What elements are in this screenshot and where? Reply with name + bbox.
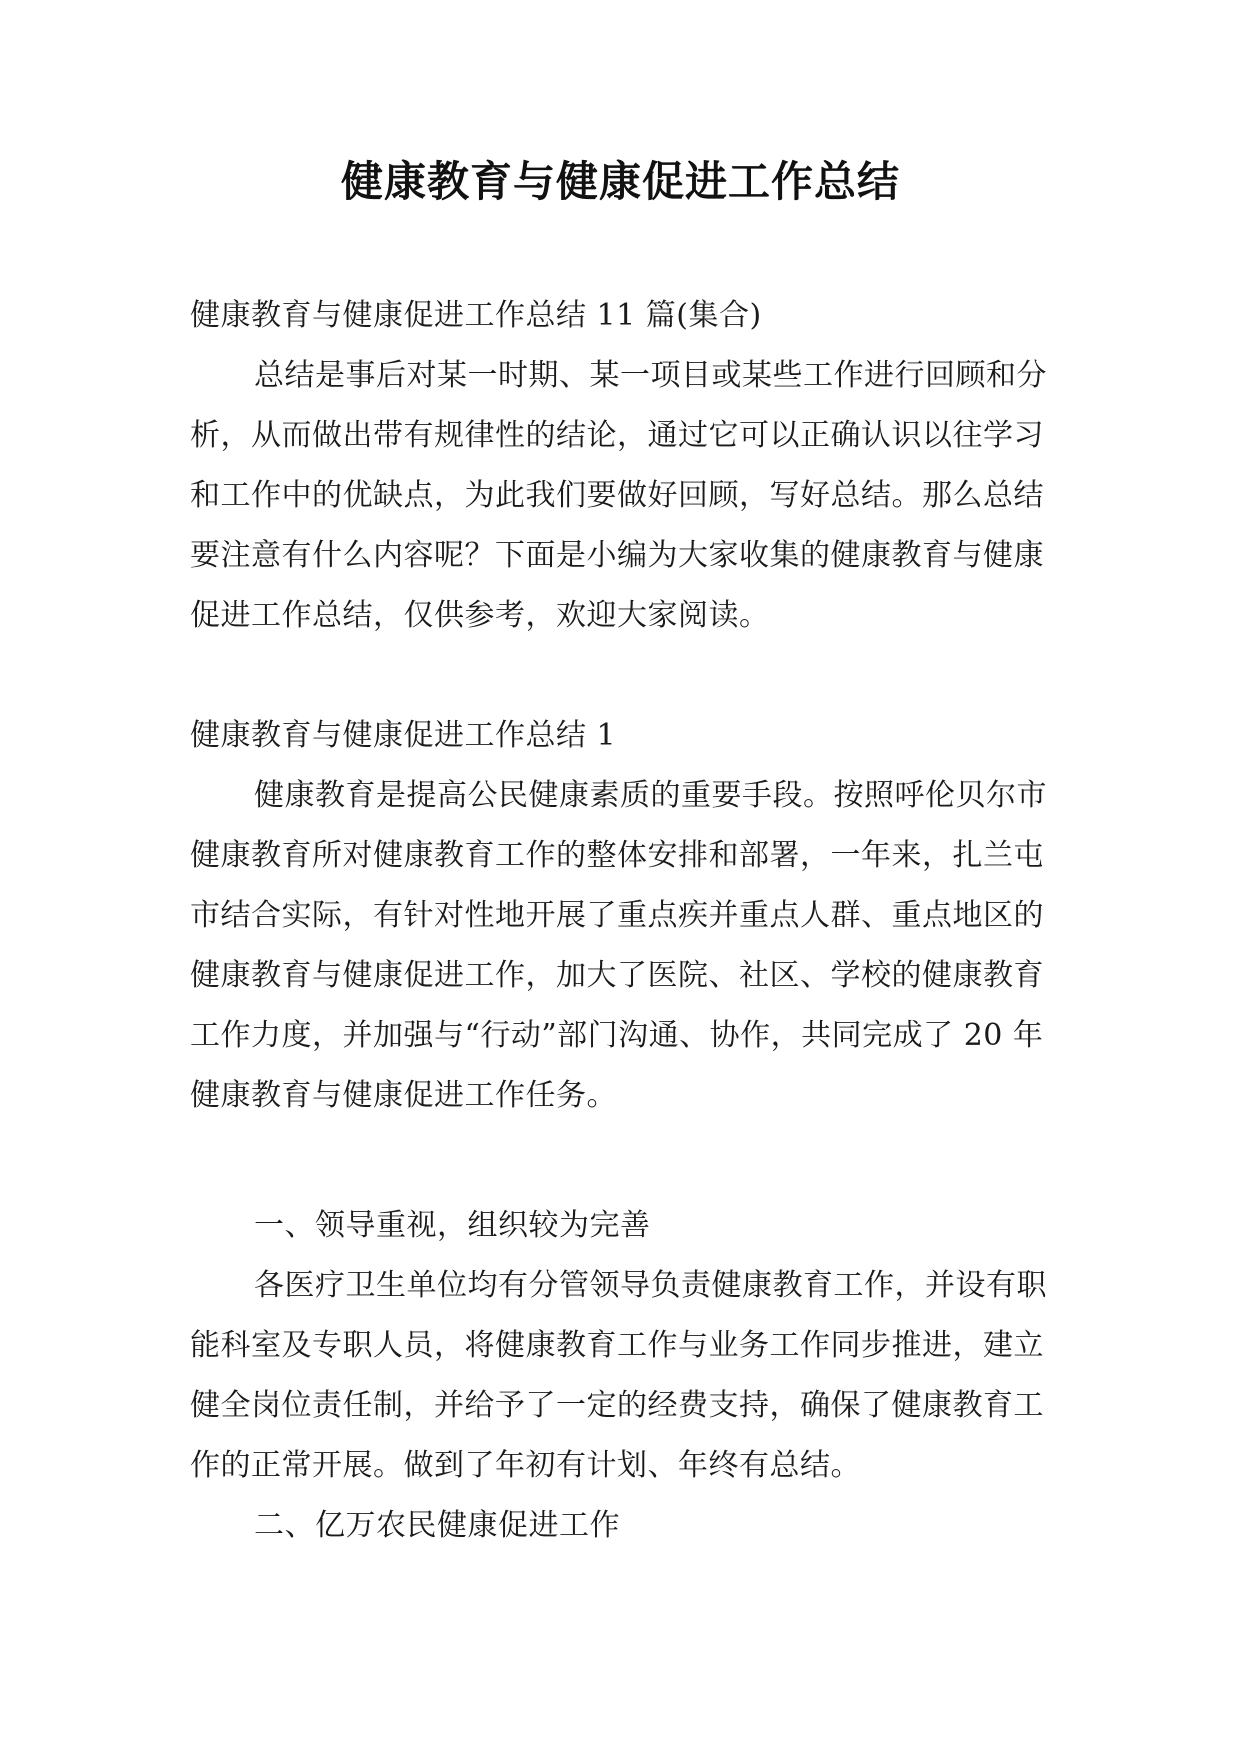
document-body xyxy=(190,286,1054,1556)
document-title: 健康教育与健康促进工作总结 xyxy=(340,157,900,206)
document-subtitle: 健康教育与健康促进工作总结 11 篇(集合) xyxy=(190,298,762,333)
point-heading: 一、领导重视，组织较为完善 xyxy=(254,1208,651,1243)
point-heading: 二、亿万农民健康促进工作 xyxy=(254,1508,620,1543)
section-heading: 健康教育与健康促进工作总结 1 xyxy=(190,718,617,753)
point-paragraph: 各医疗卫生单位均有分管领导负责健康教育工作，并设有职能科室及专职人员，将健康教育工作与业务工作同步推进，建立健全岗位责任制，并给予了一定的经费支持，确保了健康教育工作的正常开展。做到了年初有计划、年终有总结。 xyxy=(190,1268,1047,1483)
intro-paragraph: 总结是事后对某一时期、某一项目或某些工作进行回顾和分析，从而做出带有规律性的结论，通过它可以正确认识以往学习和工作中的优缺点，为此我们要做好回顾，写好总结。那么总结要注意有什么内容呢？下面是小编为大家收集的健康教育与健康促进工作总结，仅供参考，欢迎大家阅读。 xyxy=(190,358,1047,633)
section-paragraph: 健康教育是提高公民健康素质的重要手段。按照呼伦贝尔市健康教育所对健康教育工作的整体安排和部署，一年来，扎兰屯市结合实际，有针对性地开展了重点疾并重点人群、重点地区的健康教育与健康促进工作，加大了医院、社区、学校的健康教育工作力度，并加强与“行动”部门沟通、协作，共同完成了 20 年健康教育与健康促进工作任务。 xyxy=(190,778,1047,1113)
